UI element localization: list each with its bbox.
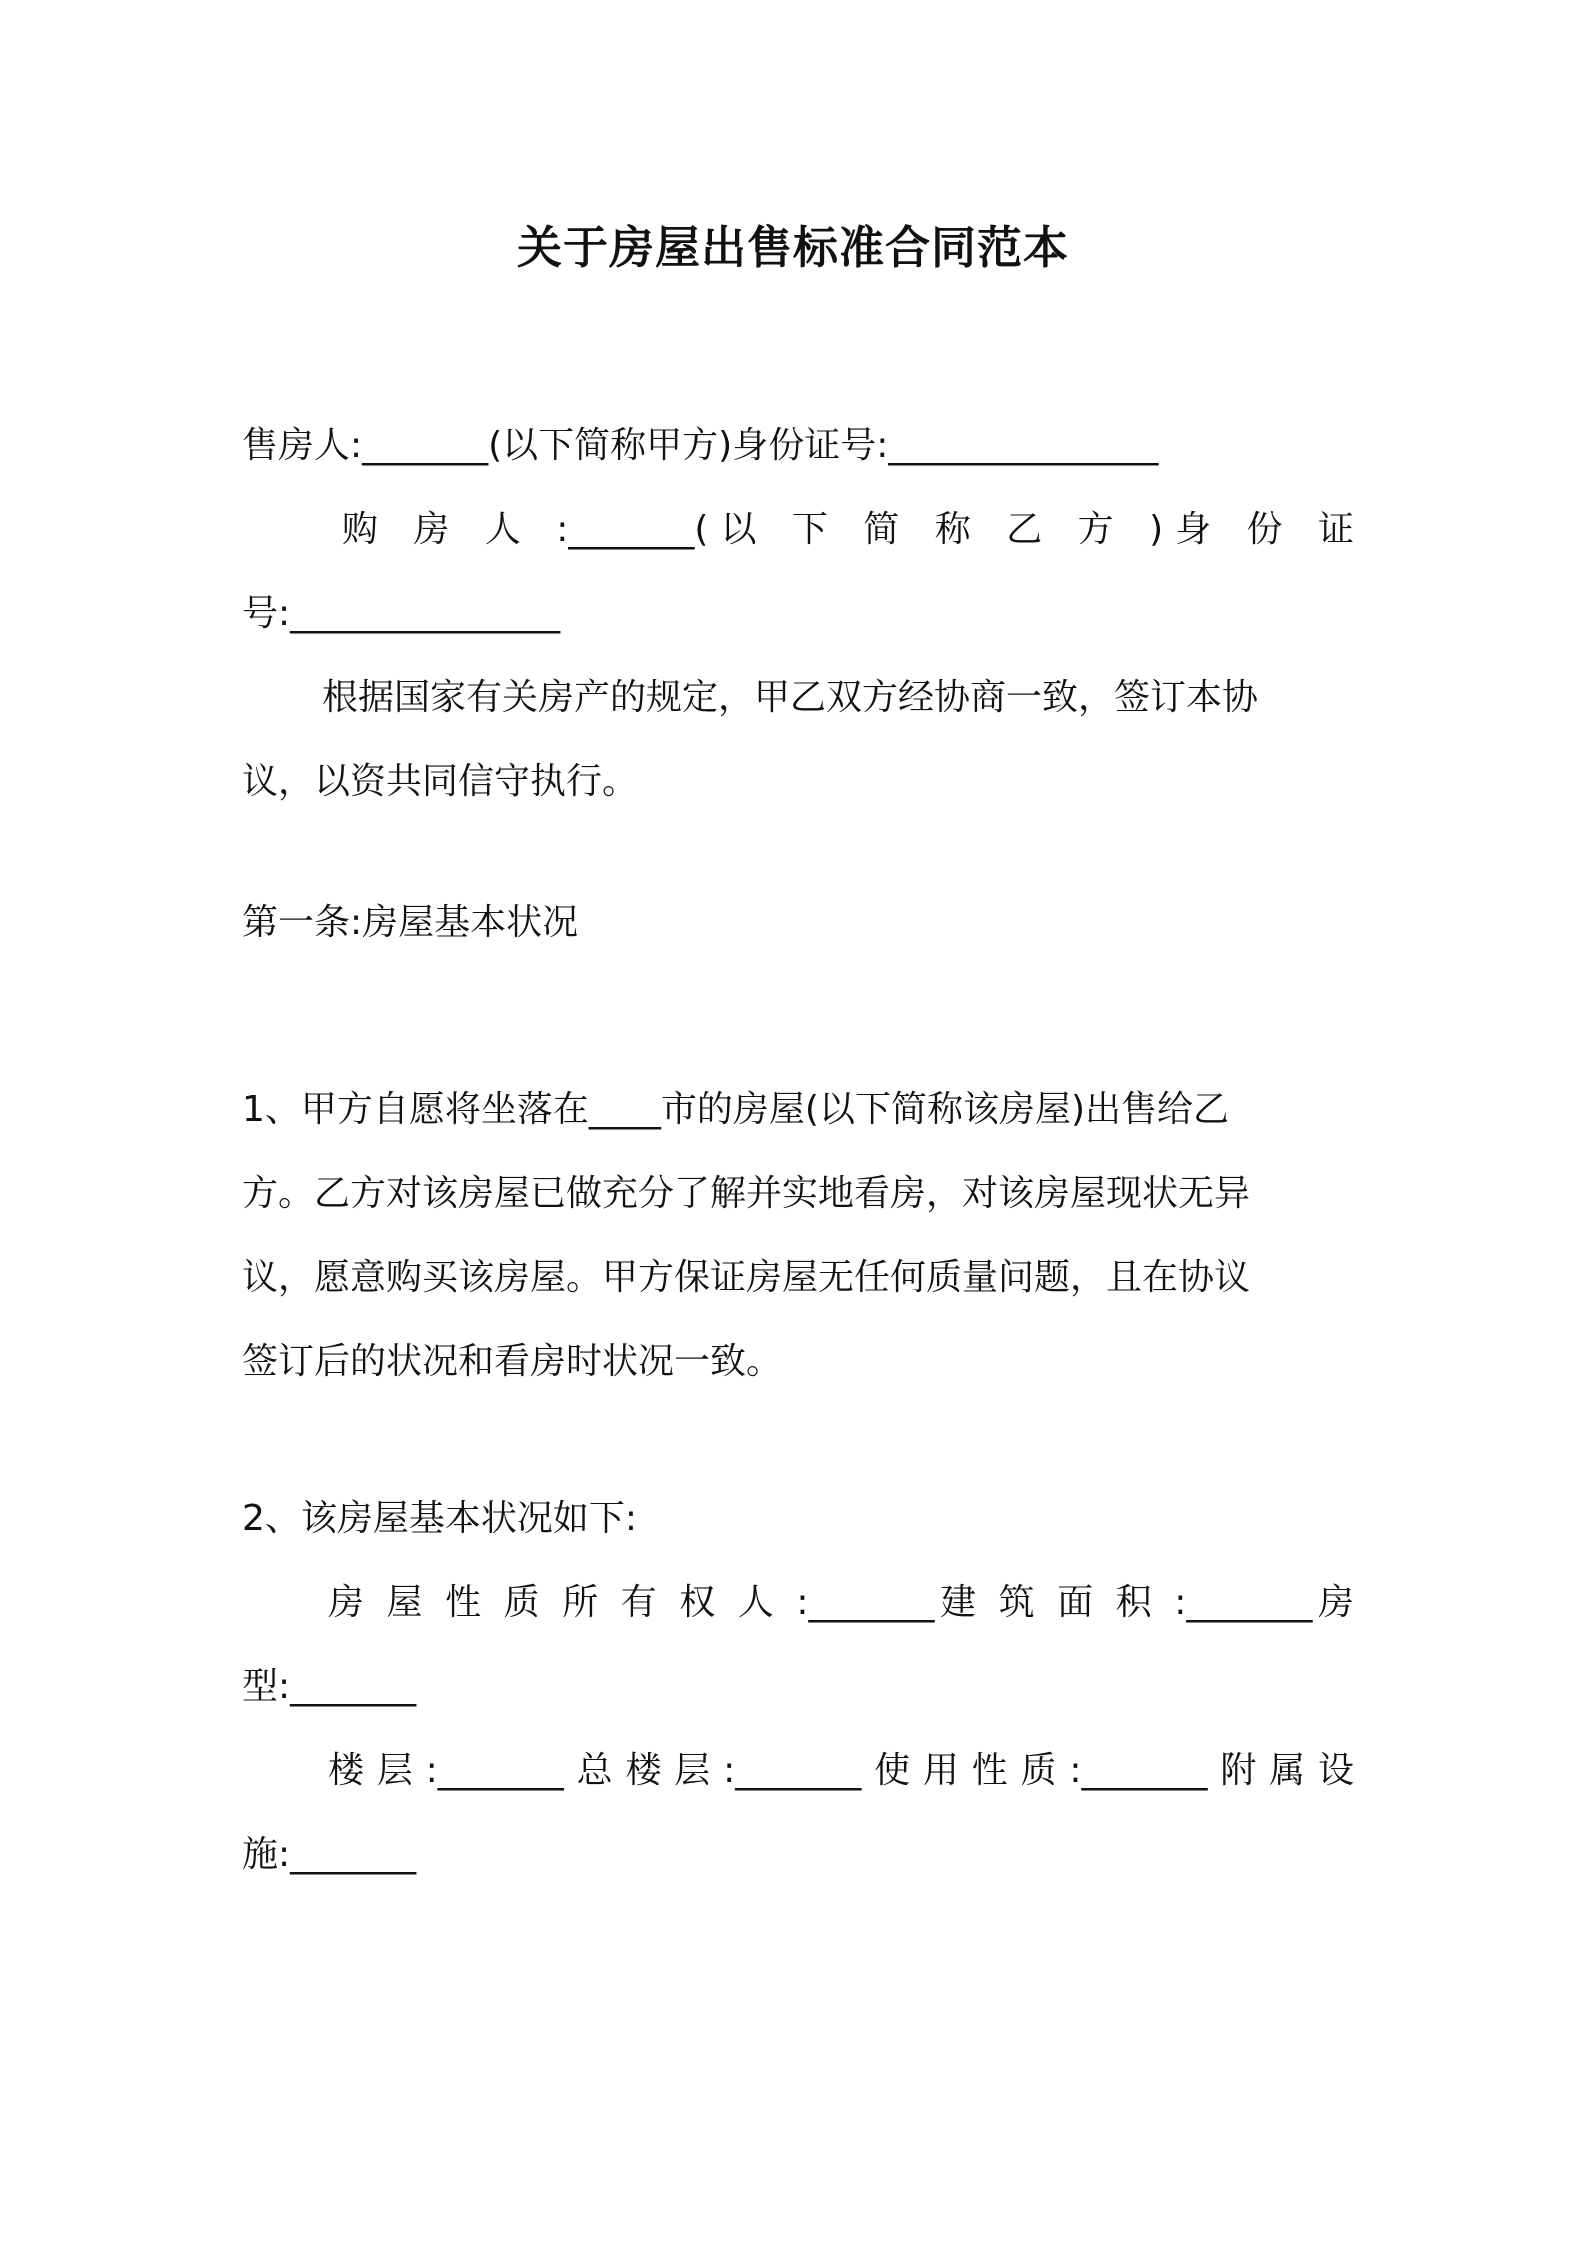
intro-paragraph-line: 根据国家有关房产的规定，甲乙双方经协商一致，签订本协 xyxy=(322,677,1259,718)
article-1-heading: 第一条:房屋基本状况 xyxy=(242,902,579,943)
party-info-section xyxy=(242,404,1354,824)
seller-line: 售房人:_______(以下简称甲方)身份证号:_______________ xyxy=(242,425,1159,466)
buyer-id-line: 号:_______________ xyxy=(242,593,561,634)
property-type-line: 型:_______ xyxy=(242,1666,417,1707)
clause-2-heading: 2、该房屋基本状况如下: xyxy=(242,1498,638,1539)
article-1-section xyxy=(242,881,1354,965)
clause-2-section xyxy=(242,1477,1354,1897)
floor-info-line: 楼层:_______总楼层:_______使用性质:_______附属设 xyxy=(328,1750,1354,1791)
clause-1-line: 签订后的状况和看房时状况一致。 xyxy=(242,1341,783,1382)
clause-1-section xyxy=(242,1068,1354,1404)
clause-1-line: 1、甲方自愿将坐落在____市的房屋(以下简称该房屋)出售给乙 xyxy=(242,1089,1229,1130)
clause-1-line: 方。乙方对该房屋已做充分了解并实地看房，对该房屋现状无异 xyxy=(242,1173,1251,1214)
property-info-line: 房 屋 性 质 所 有 权 人 :_______建 筑 面 积 :_______房 xyxy=(328,1582,1354,1623)
clause-1-line: 议，愿意购买该房屋。甲方保证房屋无任何质量问题，且在协议 xyxy=(242,1257,1251,1298)
buyer-line: 购 房 人 :_______(以 下 简 称 乙 方 )身 份 证 xyxy=(342,509,1354,550)
facilities-line: 施:_______ xyxy=(242,1834,417,1875)
intro-paragraph-line: 议，以资共同信守执行。 xyxy=(242,761,639,802)
document-title: 关于房屋出售标准合同范本 xyxy=(516,221,1069,274)
